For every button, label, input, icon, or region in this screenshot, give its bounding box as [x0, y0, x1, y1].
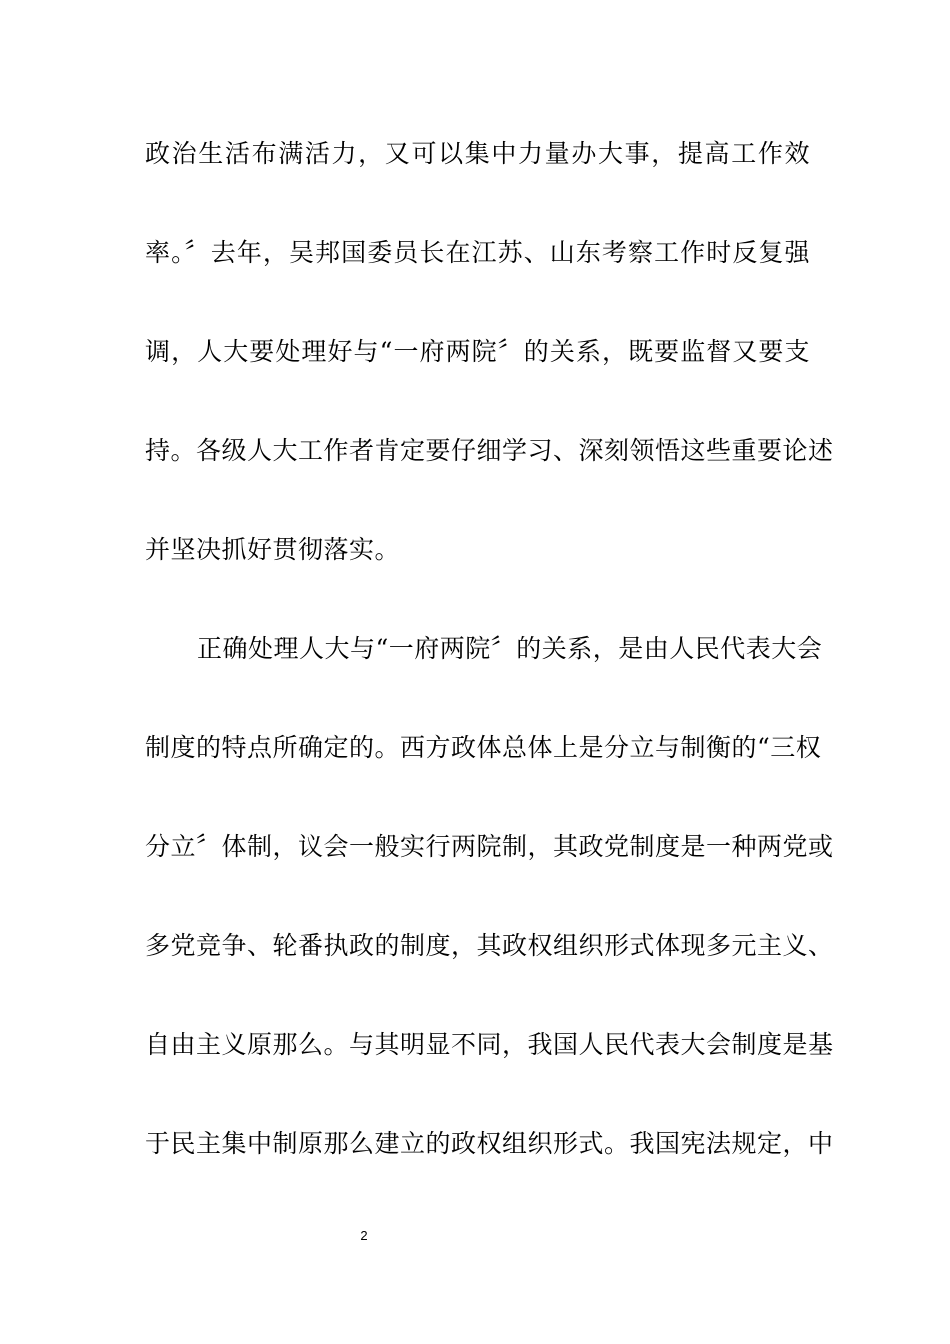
text-line: 持。各级人大工作者肯定要仔细学习、深刻领悟这些重要论述 — [145, 436, 834, 465]
text-line: 多党竞争、轮番执政的制度，其政权组织形式体现多元主义、 — [145, 931, 834, 960]
text-line: 政治生活布满活力，又可以集中力量办大事，提高工作效 — [145, 139, 810, 168]
text-line: 于民主集中制原那么建立的政权组织形式。我国宪法规定，中 — [145, 1129, 834, 1158]
page-number: 2 — [360, 1228, 368, 1243]
text-line: 率。〞去年，吴邦国委员长在江苏、山东考察工作时反复强 — [145, 238, 810, 267]
text-line: 分立〞体制，议会一般实行两院制，其政党制度是一种两党或 — [145, 832, 834, 861]
text-line: 自由主义原那么。与其明显不同，我国人民代表大会制度是基 — [145, 1030, 834, 1059]
text-line: 正确处理人大与“一府两院〞的关系，是由人民代表大会 — [197, 634, 823, 663]
text-line: 并坚决抓好贯彻落实。 — [145, 535, 401, 564]
text-line: 调，人大要处理好与“一府两院〞的关系，既要监督又要支 — [145, 337, 810, 366]
text-line: 制度的特点所确定的。西方政体总体上是分立与制衡的“三权 — [145, 733, 822, 762]
